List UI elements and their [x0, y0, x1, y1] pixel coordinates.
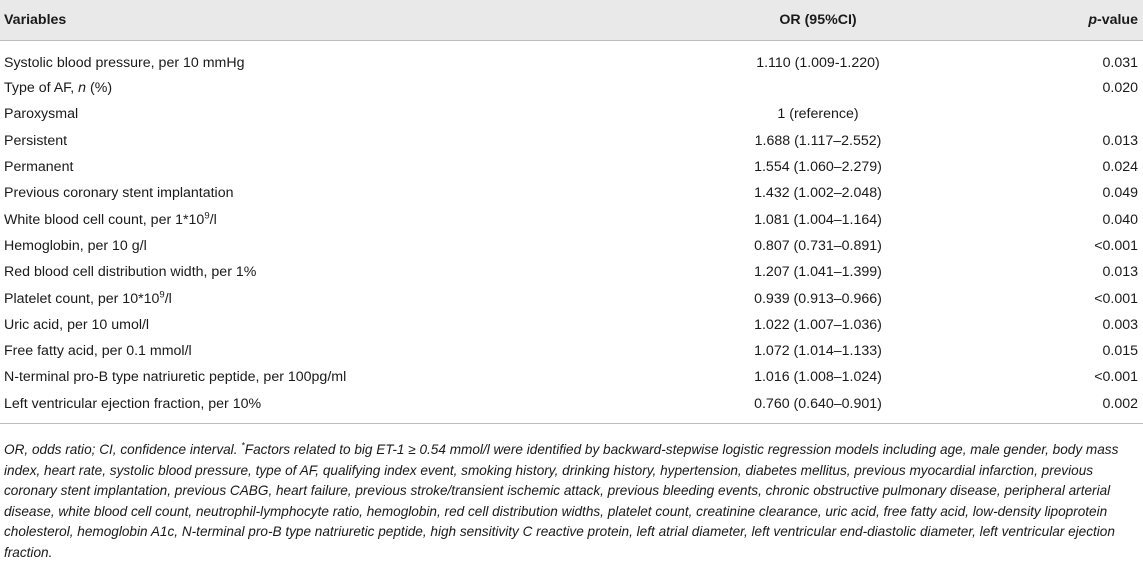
cell-p-value: 0.013 — [1102, 264, 1138, 281]
table-header — [0, 0, 1143, 41]
cell-p-value: <0.001 — [1094, 369, 1138, 386]
cell-variable — [0, 154, 608, 180]
variable-label: Hemoglobin, per 10 g/l — [4, 237, 147, 254]
table-row — [0, 391, 1143, 424]
cell-variable — [0, 312, 608, 338]
header-p-value — [1028, 0, 1143, 41]
footnote-text: Factors related to big ET-1 ≥ 0.54 mmol/l were identified by backward-stepwise logistic regression models including age, male gender, body mass index, heart rate, systolic blood pressure, type of AF, qualifying index event, smoking history, drinking history, hypertension, diabetes mellitus, previous myocardial infarction, previous coronary stent implantation, previous CABG, heart failure, previous stroke/transient ischemic attack, previous bleeding events, chronic obstructive pulmonary disease, peripheral arterial disease, white blood cell count, neutrophil-lymphocyte ratio, hemoglobin, red cell distribution widths, platelet count, creatinine clearance, uric acid, free fatty acid, low-density lipoprotein cholesterol, hemoglobin A1c, N-terminal pro-B type natriuretic peptide, high sensitivity C reactive protein, left atrial diameter, left ventricular end-diastolic diameter, left ventricular ejection fraction. — [4, 442, 1119, 560]
variable-superscript: 9 — [204, 209, 210, 221]
cell-variable — [0, 128, 608, 154]
header-or: OR (95%CI) — [608, 0, 1028, 41]
cell-variable — [0, 75, 608, 101]
table-row — [0, 128, 1143, 154]
cell-or: 1.554 (1.060–2.279) — [754, 159, 882, 176]
variable-label: Previous coronary stent implantation — [4, 185, 234, 202]
table-row — [0, 101, 1143, 127]
variable-label: White blood cell count, per 1*10 — [4, 211, 205, 228]
cell-p-value: 0.002 — [1028, 391, 1143, 424]
cell-p-value: 0.040 — [1102, 211, 1138, 228]
table-row — [0, 75, 1143, 101]
cell-or: 1.016 (1.008–1.024) — [754, 369, 882, 386]
variable-suffix: /l — [209, 211, 217, 228]
variable-label: Left ventricular ejection fraction, per 10% — [4, 395, 262, 412]
table-row — [0, 364, 1143, 390]
variable-label: Uric acid, per 10 umol/l — [4, 316, 150, 333]
cell-p-value: 0.015 — [1102, 343, 1138, 360]
cell-or: 1.207 (1.041–1.399) — [754, 264, 882, 281]
cell-p-value: 0.024 — [1102, 159, 1138, 176]
cell-or: 1.022 (1.007–1.036) — [754, 316, 882, 333]
cell-p-value: 0.031 — [1102, 55, 1138, 71]
variable-label: Permanent — [4, 159, 74, 176]
variable-label: Red blood cell distribution width, per 1% — [4, 264, 257, 281]
cell-p-value — [1028, 101, 1143, 127]
table-row — [0, 154, 1143, 180]
cell-variable — [0, 233, 608, 259]
table-row — [0, 338, 1143, 364]
variable-suffix: (%) — [86, 80, 113, 97]
cell-or: 0.760 (0.640–0.901) — [608, 391, 1028, 424]
variable-label: Systolic blood pressure, per 10 mmHg — [4, 55, 245, 71]
cell-variable — [0, 285, 608, 311]
cell-p-value: 0.020 — [1102, 80, 1138, 97]
cell-or — [608, 75, 1028, 101]
cell-or: 0.807 (0.731–0.891) — [754, 237, 882, 254]
cell-or: 1.072 (1.014–1.133) — [754, 343, 882, 360]
cell-variable — [0, 206, 608, 232]
cell-variable — [0, 101, 608, 127]
table-row — [0, 180, 1143, 206]
variable-suffix: /l — [164, 290, 172, 307]
cell-p-value: 0.003 — [1102, 316, 1138, 333]
cell-variable — [0, 338, 608, 364]
variable-label: Platelet count, per 10*10 — [4, 290, 160, 307]
table-footnote — [4, 440, 1140, 563]
table-row — [0, 285, 1143, 311]
cell-variable — [0, 259, 608, 285]
cell-or: 1.081 (1.004–1.164) — [754, 211, 882, 228]
footnote-marker: * — [241, 440, 245, 451]
variable-label: Free fatty acid, per 0.1 mmol/l — [4, 343, 192, 360]
header-row — [0, 0, 1143, 41]
variable-label: Paroxysmal — [4, 106, 79, 123]
footnote-abbreviations: OR, odds ratio; CI, confidence interval. — [4, 442, 242, 457]
variable-label: N-terminal pro-B type natriuretic peptide, per 100pg/ml — [4, 369, 347, 386]
table-row — [0, 259, 1143, 285]
cell-p-value: <0.001 — [1094, 290, 1138, 307]
cell-or: 0.939 (0.913–0.966) — [754, 290, 882, 307]
cell-p-value: <0.001 — [1094, 237, 1138, 254]
header-p-italic: p — [1088, 12, 1097, 28]
cell-or: 1.688 (1.117–2.552) — [754, 132, 882, 149]
table-row — [0, 41, 1143, 76]
table-row — [0, 206, 1143, 232]
cell-variable — [0, 180, 608, 206]
cell-or: 1.110 (1.009-1.220) — [756, 55, 880, 71]
table-body — [0, 41, 1143, 424]
header-variables: Variables — [0, 0, 608, 41]
cell-variable — [0, 391, 608, 424]
header-p-rest: -value — [1096, 12, 1138, 28]
cell-p-value: 0.013 — [1102, 132, 1138, 149]
variable-label: Persistent — [4, 132, 68, 149]
table-row — [0, 312, 1143, 338]
cell-variable — [0, 41, 608, 76]
cell-or: 1 (reference) — [777, 106, 859, 123]
variable-italic: n — [78, 80, 87, 97]
cell-variable — [0, 364, 608, 390]
table-row — [0, 233, 1143, 259]
cell-or: 1.432 (1.002–2.048) — [754, 185, 882, 202]
variable-label: Type of AF, — [4, 80, 79, 97]
variable-superscript: 9 — [159, 288, 165, 300]
cell-p-value: 0.049 — [1102, 185, 1138, 202]
